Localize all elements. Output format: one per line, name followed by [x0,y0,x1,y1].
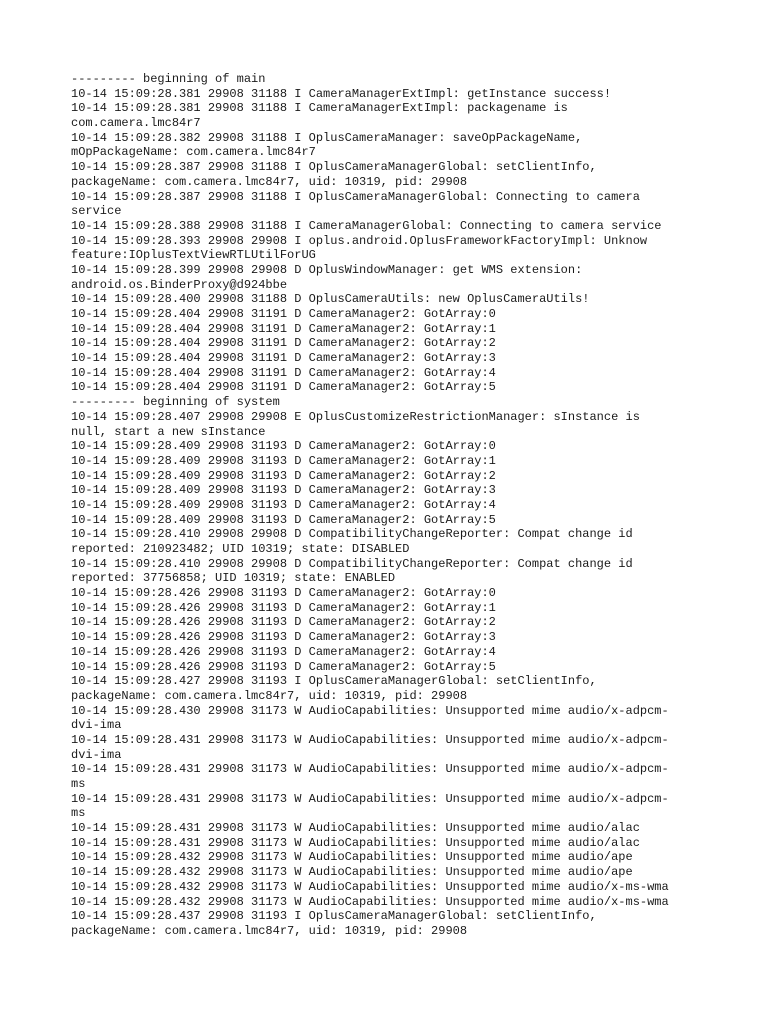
log-line: 10-14 15:09:28.431 29908 31173 W AudioCapabilities: Unsupported mime audio/x-adpcm- [71,732,669,747]
log-line: 10-14 15:09:28.432 29908 31173 W AudioCapabilities: Unsupported mime audio/x-ms-wma [71,894,669,909]
log-line: reported: 210923482; UID 10319; state: DISABLED [71,542,410,556]
log-line: packageName: com.camera.lmc84r7, uid: 10319, pid: 29908 [71,923,468,938]
log-line: service [71,204,122,219]
log-line: android.os.BinderProxy@d924bbe [71,277,288,292]
log-line: 10-14 15:09:28.430 29908 31173 W AudioCapabilities: Unsupported mime audio/x-adpcm- [71,703,669,718]
log-line: ms [71,777,86,791]
log-line: --------- beginning of main [71,72,266,86]
log-line: 10-14 15:09:28.426 29908 31193 D CameraManager2: GotArray:3 [71,630,496,645]
log-line: 10-14 15:09:28.431 29908 31173 W AudioCapabilities: Unsupported mime audio/x-adpcm- [71,791,669,806]
log-line: reported: 37756858; UID 10319; state: ENABLED [71,571,396,586]
log-line: 10-14 15:09:28.409 29908 31193 D CameraManager2: GotArray:5 [71,512,496,527]
log-line: 10-14 15:09:28.400 29908 31188 D OplusCameraUtils: new OplusCameraUtils! [71,292,590,307]
log-line: null, start a new sInstance [71,424,266,439]
log-line: 10-14 15:09:28.432 29908 31173 W AudioCapabilities: Unsupported mime audio/ape [71,850,633,865]
log-line: 10-14 15:09:28.404 29908 31191 D CameraManager2: GotArray:5 [71,380,496,395]
log-line: 10-14 15:09:28.426 29908 31193 D CameraManager2: GotArray:0 [71,586,496,601]
log-line: 10-14 15:09:28.399 29908 29908 D OplusWindowManager: get WMS extension: [71,262,583,277]
log-line: packageName: com.camera.lmc84r7, uid: 10319, pid: 29908 [71,174,468,189]
log-line: 10-14 15:09:28.388 29908 31188 I CameraManagerGlobal: Connecting to camera service [71,218,662,233]
log-line: 10-14 15:09:28.431 29908 31173 W AudioCapabilities: Unsupported mime audio/x-adpcm- [71,762,669,777]
log-text-block [71,72,711,939]
log-line: ms [71,806,86,821]
log-line: 10-14 15:09:28.431 29908 31173 W AudioCapabilities: Unsupported mime audio/alac [71,821,640,836]
log-line: feature:IOplusTextViewRTLUtilForUG [71,248,316,263]
log-line: 10-14 15:09:28.381 29908 31188 I CameraManagerExtImpl: packagename is [71,101,568,116]
log-line: 10-14 15:09:28.410 29908 29908 D CompatibilityChangeReporter: Compat change id [71,527,633,542]
log-line: dvi-ima [71,718,122,733]
log-line: 10-14 15:09:28.387 29908 31188 I OplusCameraManagerGlobal: Connecting to camera [71,189,640,204]
log-line: 10-14 15:09:28.426 29908 31193 D CameraManager2: GotArray:1 [71,600,496,615]
log-line: 10-14 15:09:28.404 29908 31191 D CameraManager2: GotArray:2 [71,336,496,351]
log-line: 10-14 15:09:28.404 29908 31191 D CameraManager2: GotArray:4 [71,365,496,380]
log-line: 10-14 15:09:28.427 29908 31193 I OplusCameraManagerGlobal: setClientInfo, [71,674,597,689]
log-line: 10-14 15:09:28.410 29908 29908 D CompatibilityChangeReporter: Compat change id [71,556,633,571]
log-line: 10-14 15:09:28.409 29908 31193 D CameraManager2: GotArray:3 [71,483,496,498]
log-line: 10-14 15:09:28.426 29908 31193 D CameraManager2: GotArray:2 [71,615,496,630]
log-line: 10-14 15:09:28.404 29908 31191 D CameraManager2: GotArray:0 [71,307,496,321]
log-line: 10-14 15:09:28.382 29908 31188 I OplusCameraManager: saveOpPackageName, [71,130,583,145]
log-line: 10-14 15:09:28.426 29908 31193 D CameraManager2: GotArray:5 [71,659,496,674]
log-line: 10-14 15:09:28.426 29908 31193 D CameraManager2: GotArray:4 [71,644,496,659]
log-line: 10-14 15:09:28.404 29908 31191 D CameraManager2: GotArray:3 [71,351,496,366]
log-line: 10-14 15:09:28.393 29908 29908 I oplus.android.OplusFrameworkFactoryImpl: Unknow [71,233,648,248]
log-line: 10-14 15:09:28.432 29908 31173 W AudioCapabilities: Unsupported mime audio/ape [71,865,633,880]
log-line: 10-14 15:09:28.387 29908 31188 I OplusCameraManagerGlobal: setClientInfo, [71,160,597,175]
log-line: 10-14 15:09:28.381 29908 31188 I CameraManagerExtImpl: getInstance success! [71,86,612,101]
log-line: dvi-ima [71,747,122,762]
log-line: 10-14 15:09:28.407 29908 29908 E OplusCustomizeRestrictionManager: sInstance is [71,409,640,424]
log-line: 10-14 15:09:28.404 29908 31191 D CameraManager2: GotArray:1 [71,321,496,336]
log-line: mOpPackageName: com.camera.lmc84r7 [71,145,316,160]
log-line: 10-14 15:09:28.409 29908 31193 D CameraManager2: GotArray:4 [71,497,496,512]
log-line: 10-14 15:09:28.437 29908 31193 I OplusCameraManagerGlobal: setClientInfo, [71,909,597,924]
log-line: --------- beginning of system [71,395,280,410]
log-line: 10-14 15:09:28.409 29908 31193 D CameraManager2: GotArray:1 [71,453,496,468]
log-line: 10-14 15:09:28.409 29908 31193 D CameraManager2: GotArray:2 [71,468,496,483]
log-line: 10-14 15:09:28.431 29908 31173 W AudioCapabilities: Unsupported mime audio/alac [71,835,640,850]
log-line: packageName: com.camera.lmc84r7, uid: 10319, pid: 29908 [71,688,468,703]
log-line: 10-14 15:09:28.409 29908 31193 D CameraManager2: GotArray:0 [71,439,496,454]
log-line: 10-14 15:09:28.432 29908 31173 W AudioCapabilities: Unsupported mime audio/x-ms-wma [71,879,669,894]
log-line: com.camera.lmc84r7 [71,116,201,131]
